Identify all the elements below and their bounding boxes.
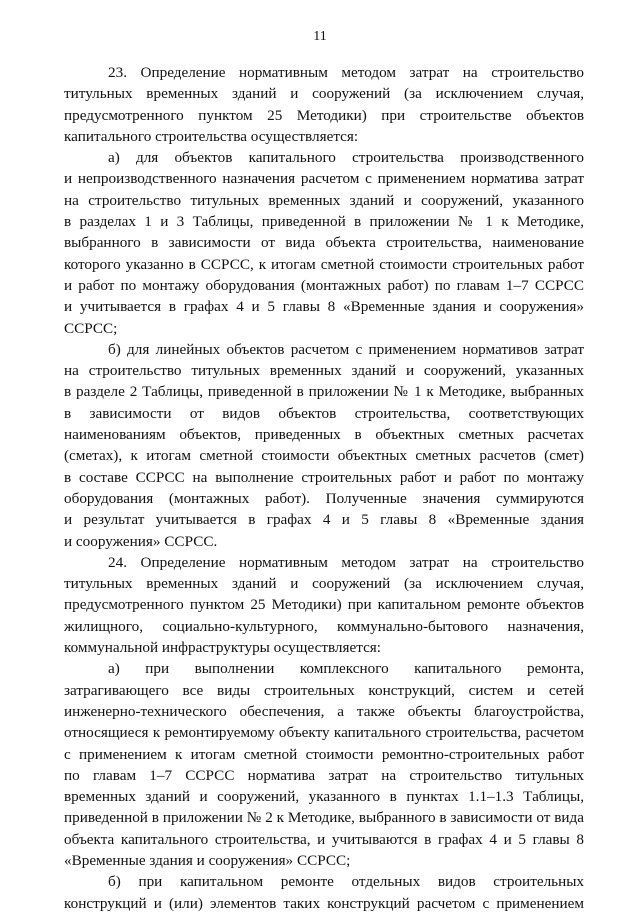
text-line: затрагивающего все виды строительных конструкций, систем и сетей: [64, 681, 584, 699]
text-line: и непроизводственного назначения расчетом с применением норматива затрат: [64, 170, 584, 188]
text-line: а) при выполнении комплексного капитального ремонта,: [108, 660, 584, 678]
text-line: оборудования (монтажных работ). Полученные значения суммируются: [64, 489, 584, 507]
text-line: 24. Определение нормативным методом затрат на строительство: [108, 553, 584, 571]
page-number: 11: [313, 29, 327, 44]
text-line: объекта капитального строительства, и учитываются в графах 4 и 5 главы 8: [64, 830, 584, 848]
text-line: и результат учитывается в графах 4 и 5 главы 8 «Временные здания: [64, 511, 584, 529]
text-line: приведенной в приложении № 2 к Методике, выбранного в зависимости от вида: [64, 809, 584, 827]
text-line: в зависимости от видов объектов строительства, соответствующих: [64, 404, 584, 422]
text-line: инженерно-технического обеспечения, а также объекты благоустройства,: [64, 702, 584, 720]
text-line: на строительство титульных временных зданий и сооружений, указанного: [64, 191, 584, 209]
text-line: жилищного, социально-культурного, коммунально-бытового назначения,: [64, 617, 584, 635]
text-line: титульных временных зданий и сооружений (за исключением случая,: [64, 85, 584, 103]
text-line: в разделах 1 и 3 Таблицы, приведенной в приложении № 1 к Методике,: [64, 213, 584, 231]
paragraph-p23: [64, 62, 584, 147]
paragraph-p24b: [64, 871, 584, 914]
text-line: титульных временных зданий и сооружений (за исключением случая,: [64, 575, 584, 593]
text-line: и учитывается в графах 4 и 5 главы 8 «Временные здания и сооружения»: [64, 298, 584, 316]
text-line: б) для линейных объектов расчетом с применением нормативов затрат: [108, 340, 584, 358]
text-line: и сооружения» ССРСС.: [64, 532, 218, 550]
text-line: капитального строительства осуществляется:: [64, 127, 359, 145]
text-line: выбранного в зависимости от вида объекта строительства, наименование: [64, 234, 584, 252]
text-line: и работ по монтажу оборудования (монтажных работ) по главам 1–7 ССРСС: [64, 276, 584, 294]
paragraph-p24a: [64, 658, 584, 871]
text-line: предусмотренного пунктом 25 Методики) при капитальном ремонте объектов: [64, 596, 584, 614]
paragraph-p23a: [64, 147, 584, 339]
text-line: на строительство титульных временных зданий и сооружений, указанных: [64, 362, 584, 380]
text-line: временных зданий и сооружений, указанного в пунктах 1.1–1.3 Таблицы,: [64, 788, 584, 806]
text-line: с применением к итогам сметной стоимости ремонтно-строительных работ: [64, 745, 584, 763]
text-line: конструкций и (или) элементов таких конструкций расчетом с применением: [64, 894, 584, 912]
text-line: ССРСС;: [64, 319, 118, 337]
paragraph-p23b: [64, 339, 584, 552]
text-line: а) для объектов капитального строительства производственного: [108, 149, 584, 167]
text-line: (сметах), к итогам сметной стоимости объектных сметных расчетов (смет): [64, 447, 584, 465]
text-line: наименованиям объектов, приведенных в объектных сметных расчетах: [64, 426, 584, 444]
text-line: которого указанно в ССРСС, к итогам сметной стоимости строительных работ: [64, 255, 584, 273]
text-line: предусмотренного пунктом 25 Методики) при строительстве объектов: [64, 106, 584, 124]
text-line: «Временные здания и сооружения» ССРСС;: [64, 851, 351, 869]
text-line: коммунальной инфраструктуры осуществляется:: [64, 639, 382, 657]
text-line: 23. Определение нормативным методом затрат на строительство: [108, 64, 584, 81]
text-line: б) при капитальном ремонте отдельных видов строительных: [108, 873, 584, 891]
paragraph-p24: [64, 552, 584, 658]
text-line: в разделе 2 Таблицы, приведенной в приложении № 1 к Методике, выбранных: [64, 383, 584, 401]
text-line: в составе ССРСС на выполнение строительных работ и работ по монтажу: [64, 468, 584, 486]
document-body: [64, 62, 584, 914]
text-line: по главам 1–7 ССРСС норматива затрат на строительство титульных: [64, 766, 584, 784]
text-line: относящиеся к ремонтируемому объекту капитального строительства, расчетом: [64, 724, 584, 742]
